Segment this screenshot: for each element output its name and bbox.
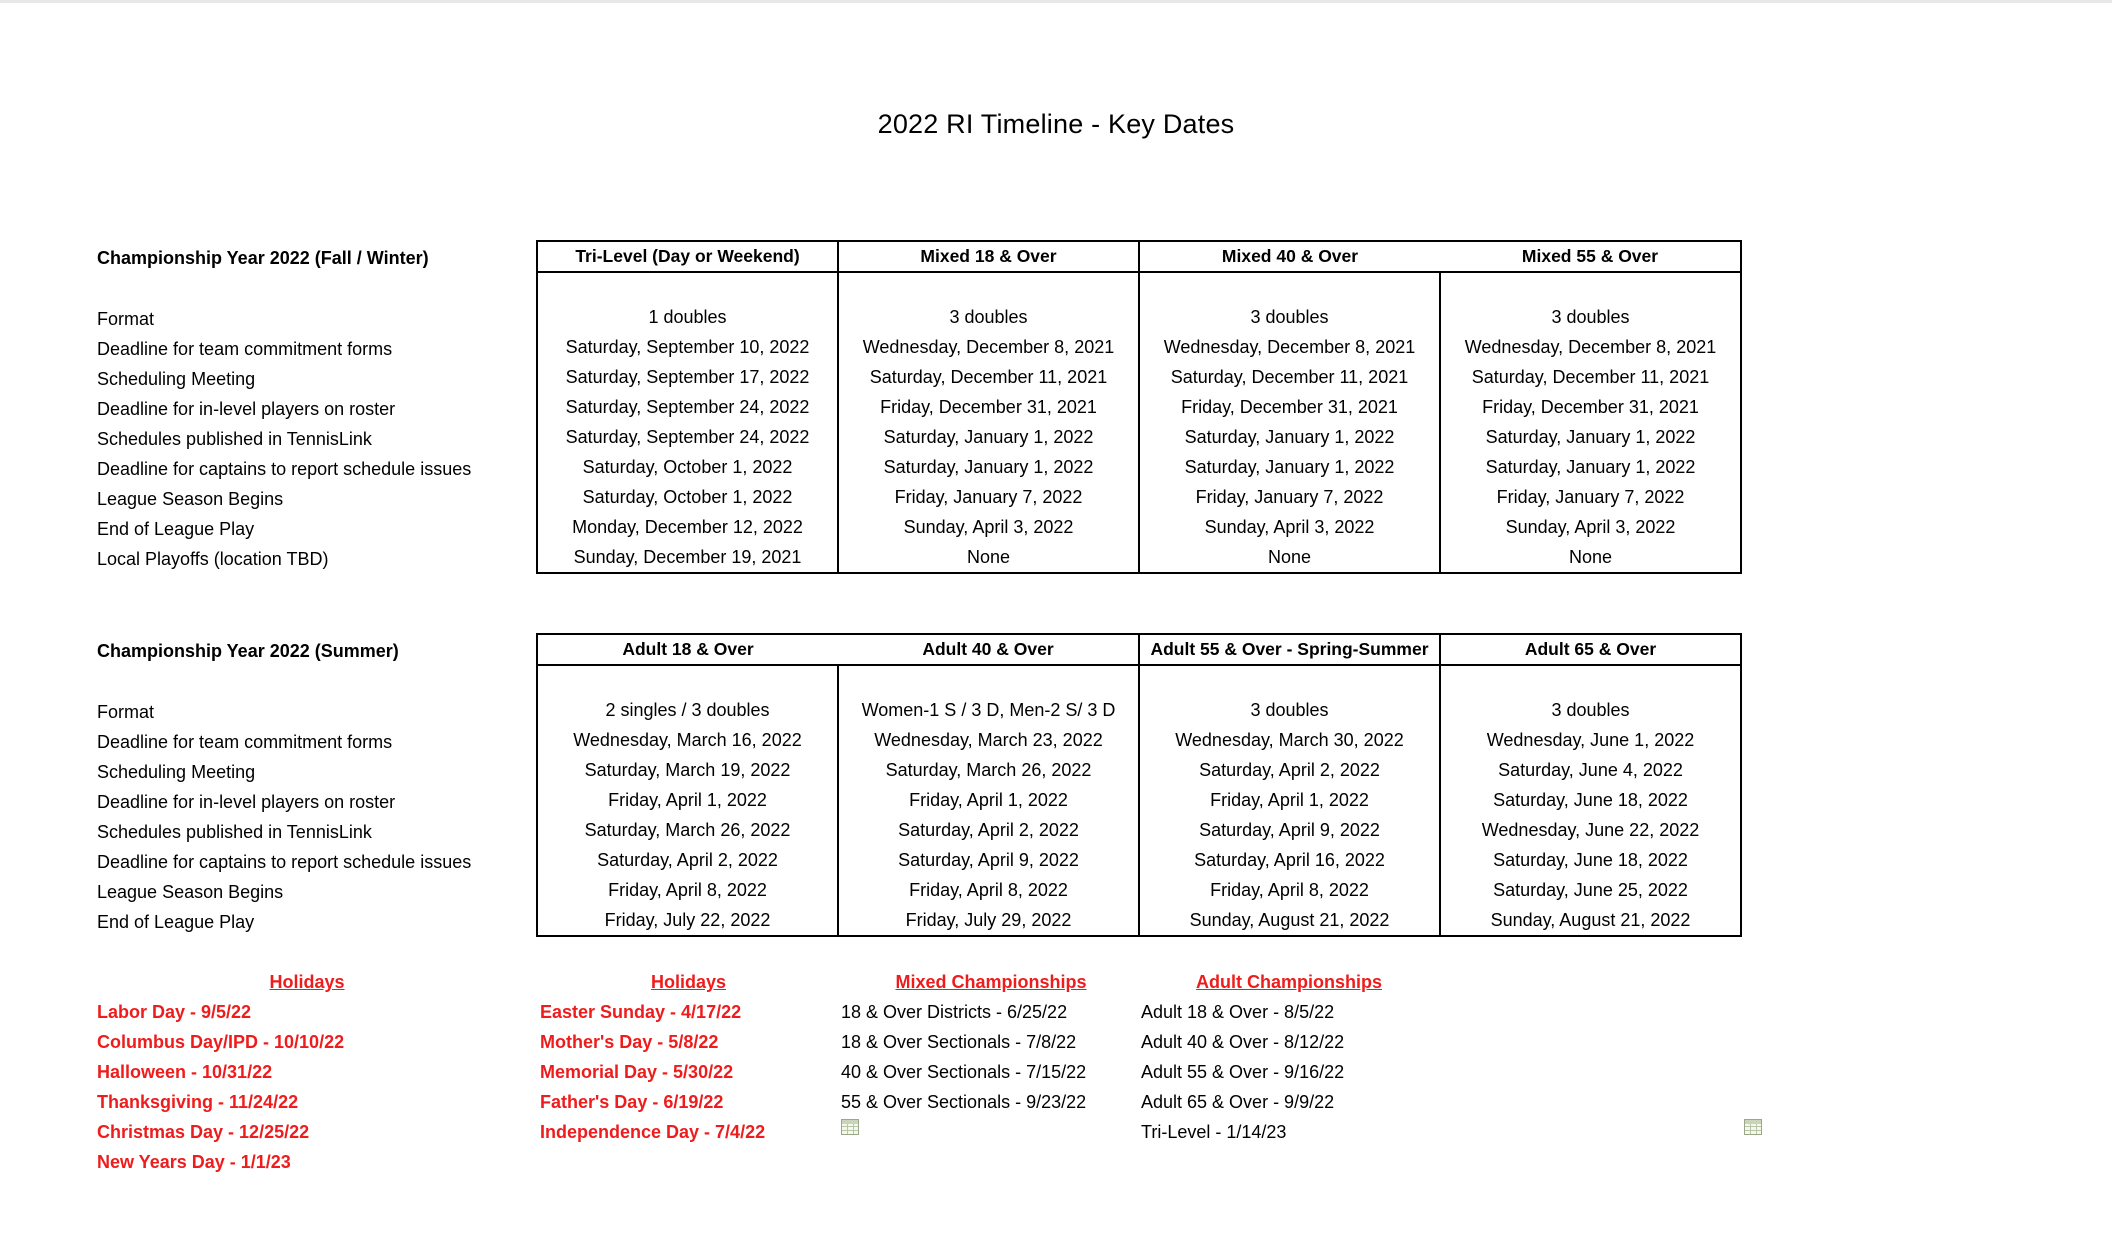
table-cell: Sunday, April 3, 2022 <box>1139 512 1440 542</box>
table-cell: Saturday, January 1, 2022 <box>1440 422 1741 452</box>
column-header: Mixed 55 & Over <box>1440 241 1741 272</box>
table-cell: Wednesday, March 23, 2022 <box>838 725 1139 755</box>
table-cell: Saturday, April 2, 2022 <box>537 845 838 875</box>
table-cell: Wednesday, December 8, 2021 <box>1139 332 1440 362</box>
table-row <box>537 905 1741 936</box>
row-label: Deadline for team commitment forms <box>97 732 393 752</box>
championship-item: Tri-Level - 1/14/23 <box>1141 1122 1287 1142</box>
table-cell: Saturday, October 1, 2022 <box>537 452 838 482</box>
table-cell: Friday, April 1, 2022 <box>1139 785 1440 815</box>
holidays-list-fall <box>97 967 517 1177</box>
table-cell: Saturday, September 10, 2022 <box>537 332 838 362</box>
championship-item: Adult 65 & Over - 9/9/22 <box>1141 1092 1335 1112</box>
holidays-header: Holidays <box>269 972 345 992</box>
table-cell: Saturday, April 16, 2022 <box>1139 845 1440 875</box>
table-row <box>537 845 1741 875</box>
holiday-item: Father's Day - 6/19/22 <box>540 1092 724 1112</box>
adult-championships-header: Adult Championships <box>1196 972 1382 992</box>
row-label: Deadline for in-level players on roster <box>97 399 396 419</box>
holiday-item: Christmas Day - 12/25/22 <box>97 1122 310 1142</box>
table-cell: Friday, April 1, 2022 <box>838 785 1139 815</box>
table-cell: Friday, January 7, 2022 <box>838 482 1139 512</box>
table-cell: Saturday, June 18, 2022 <box>1440 785 1741 815</box>
table-row <box>537 422 1741 452</box>
table-row <box>537 875 1741 905</box>
holiday-item: Columbus Day/IPD - 10/10/22 <box>97 1032 345 1052</box>
table-row <box>537 302 1741 332</box>
championship-item: Adult 40 & Over - 8/12/22 <box>1141 1032 1345 1052</box>
column-header: Adult 40 & Over <box>838 634 1139 665</box>
table-cell: Saturday, April 9, 2022 <box>838 845 1139 875</box>
table-cell: Friday, April 8, 2022 <box>1139 875 1440 905</box>
table-cell: Sunday, August 21, 2022 <box>1440 905 1741 936</box>
column-header: Adult 55 & Over - Spring-Summer <box>1139 634 1440 665</box>
holiday-item: Independence Day - 7/4/22 <box>540 1122 766 1142</box>
row-label: Deadline for captains to report schedule issues <box>97 459 472 479</box>
mixed-championships-list <box>841 967 1141 1117</box>
table-cell: Saturday, March 26, 2022 <box>838 755 1139 785</box>
holiday-item: Memorial Day - 5/30/22 <box>540 1062 734 1082</box>
holiday-item: Mother's Day - 5/8/22 <box>540 1032 719 1052</box>
table-row <box>537 542 1741 573</box>
table-cell: Sunday, April 3, 2022 <box>838 512 1139 542</box>
column-header: Mixed 40 & Over <box>1139 241 1440 272</box>
row-label: Scheduling Meeting <box>97 762 256 782</box>
summer-table <box>536 633 1742 937</box>
table-cell: Saturday, January 1, 2022 <box>1440 452 1741 482</box>
table-cell: Saturday, April 2, 2022 <box>1139 755 1440 785</box>
spacer-row <box>537 665 1741 695</box>
championship-item: Adult 18 & Over - 8/5/22 <box>1141 1002 1335 1022</box>
table-cell: Saturday, June 4, 2022 <box>1440 755 1741 785</box>
table-row <box>537 785 1741 815</box>
table-cell: Wednesday, June 22, 2022 <box>1440 815 1741 845</box>
adult-championships-list <box>1141 967 1437 1147</box>
table-cell: Wednesday, March 30, 2022 <box>1139 725 1440 755</box>
table-cell: Friday, July 22, 2022 <box>537 905 838 936</box>
table-cell: Sunday, December 19, 2021 <box>537 542 838 573</box>
championship-item: 40 & Over Sectionals - 7/15/22 <box>841 1062 1087 1082</box>
summer-section-label: Championship Year 2022 (Summer) <box>97 641 399 661</box>
calendar-icon[interactable] <box>1744 1119 1762 1135</box>
row-label: League Season Begins <box>97 882 284 902</box>
fall-winter-row-labels <box>97 304 471 574</box>
holidays-header: Holidays <box>650 972 727 992</box>
table-cell: Saturday, October 1, 2022 <box>537 482 838 512</box>
table-row <box>537 815 1741 845</box>
holidays-list-summer <box>540 967 837 1147</box>
row-label: Format <box>97 309 155 329</box>
table-cell: Friday, December 31, 2021 <box>1139 392 1440 422</box>
table-row <box>537 725 1741 755</box>
table-cell: 3 doubles <box>1139 695 1440 725</box>
table-cell: None <box>1440 542 1741 573</box>
holiday-item: Labor Day - 9/5/22 <box>97 1002 252 1022</box>
table-cell: Saturday, January 1, 2022 <box>838 452 1139 482</box>
table-cell: Friday, January 7, 2022 <box>1139 482 1440 512</box>
table-cell: 3 doubles <box>1440 695 1741 725</box>
row-label: Deadline for captains to report schedule issues <box>97 852 472 872</box>
table-row <box>537 755 1741 785</box>
table-cell: Saturday, June 25, 2022 <box>1440 875 1741 905</box>
column-header: Adult 18 & Over <box>537 634 838 665</box>
holiday-item: New Years Day - 1/1/23 <box>97 1152 291 1172</box>
row-label: League Season Begins <box>97 489 284 509</box>
championship-item: 18 & Over Districts - 6/25/22 <box>841 1002 1068 1022</box>
table-cell: 3 doubles <box>1139 302 1440 332</box>
page-title: 2022 RI Timeline - Key Dates <box>877 109 1235 139</box>
table-cell: Wednesday, December 8, 2021 <box>1440 332 1741 362</box>
fall-winter-section-label: Championship Year 2022 (Fall / Winter) <box>97 248 429 268</box>
table-cell: Saturday, January 1, 2022 <box>1139 452 1440 482</box>
table-row <box>537 695 1741 725</box>
row-label: Scheduling Meeting <box>97 369 256 389</box>
holiday-item: Easter Sunday - 4/17/22 <box>540 1002 742 1022</box>
table-cell: Friday, December 31, 2021 <box>838 392 1139 422</box>
holiday-item: Thanksgiving - 11/24/22 <box>97 1092 299 1112</box>
table-row <box>537 452 1741 482</box>
table-cell: Wednesday, March 16, 2022 <box>537 725 838 755</box>
table-cell: Sunday, April 3, 2022 <box>1440 512 1741 542</box>
row-label: Schedules published in TennisLink <box>97 429 372 449</box>
table-cell: Saturday, September 24, 2022 <box>537 422 838 452</box>
mixed-championships-header: Mixed Championships <box>895 972 1087 992</box>
summer-row-labels <box>97 697 471 937</box>
table-cell: Friday, April 1, 2022 <box>537 785 838 815</box>
table-cell: Friday, April 8, 2022 <box>838 875 1139 905</box>
column-header: Mixed 18 & Over <box>838 241 1139 272</box>
championship-item: 18 & Over Sectionals - 7/8/22 <box>841 1032 1077 1052</box>
row-label: Format <box>97 702 155 722</box>
table-cell: None <box>838 542 1139 573</box>
table-cell: Saturday, December 11, 2021 <box>1139 362 1440 392</box>
table-cell: 3 doubles <box>1440 302 1741 332</box>
row-label: End of League Play <box>97 519 255 539</box>
table-cell: Saturday, January 1, 2022 <box>838 422 1139 452</box>
table-cell: Women-1 S / 3 D, Men-2 S/ 3 D <box>838 695 1139 725</box>
table-cell: Saturday, September 17, 2022 <box>537 362 838 392</box>
table-row <box>537 332 1741 362</box>
column-header: Adult 65 & Over <box>1440 634 1741 665</box>
table-cell: Wednesday, December 8, 2021 <box>838 332 1139 362</box>
table-cell: Saturday, January 1, 2022 <box>1139 422 1440 452</box>
table-cell: Saturday, December 11, 2021 <box>1440 362 1741 392</box>
table-cell: Friday, January 7, 2022 <box>1440 482 1741 512</box>
row-label: Local Playoffs (location TBD) <box>97 549 329 569</box>
table-cell: 3 doubles <box>838 302 1139 332</box>
fall-winter-table <box>536 240 1742 574</box>
row-label: Deadline for team commitment forms <box>97 339 393 359</box>
page-top-border <box>0 0 2112 3</box>
holiday-item: Halloween - 10/31/22 <box>97 1062 273 1082</box>
table-cell: Saturday, December 11, 2021 <box>838 362 1139 392</box>
table-cell: 2 singles / 3 doubles <box>537 695 838 725</box>
table-cell: Saturday, April 9, 2022 <box>1139 815 1440 845</box>
table-row <box>537 482 1741 512</box>
table-cell: Saturday, April 2, 2022 <box>838 815 1139 845</box>
header-row <box>537 241 1741 272</box>
table-cell: Saturday, March 19, 2022 <box>537 755 838 785</box>
table-cell: Monday, December 12, 2022 <box>537 512 838 542</box>
row-label: Deadline for in-level players on roster <box>97 792 396 812</box>
championship-item: Adult 55 & Over - 9/16/22 <box>1141 1062 1345 1082</box>
table-cell: Sunday, August 21, 2022 <box>1139 905 1440 936</box>
table-row <box>537 362 1741 392</box>
table-cell: Friday, April 8, 2022 <box>537 875 838 905</box>
table-cell: Saturday, March 26, 2022 <box>537 815 838 845</box>
row-label: End of League Play <box>97 912 255 932</box>
championship-item: 55 & Over Sectionals - 9/23/22 <box>841 1092 1087 1112</box>
table-cell: Saturday, September 24, 2022 <box>537 392 838 422</box>
column-header: Tri-Level (Day or Weekend) <box>537 241 838 272</box>
table-row <box>537 392 1741 422</box>
table-cell: Wednesday, June 1, 2022 <box>1440 725 1741 755</box>
row-label: Schedules published in TennisLink <box>97 822 372 842</box>
table-cell: Friday, December 31, 2021 <box>1440 392 1741 422</box>
spacer-row <box>537 272 1741 302</box>
table-cell: 1 doubles <box>537 302 838 332</box>
table-cell: Friday, July 29, 2022 <box>838 905 1139 936</box>
header-row <box>537 634 1741 665</box>
table-cell: None <box>1139 542 1440 573</box>
table-cell: Saturday, June 18, 2022 <box>1440 845 1741 875</box>
calendar-icon[interactable] <box>841 1119 859 1135</box>
table-row <box>537 512 1741 542</box>
